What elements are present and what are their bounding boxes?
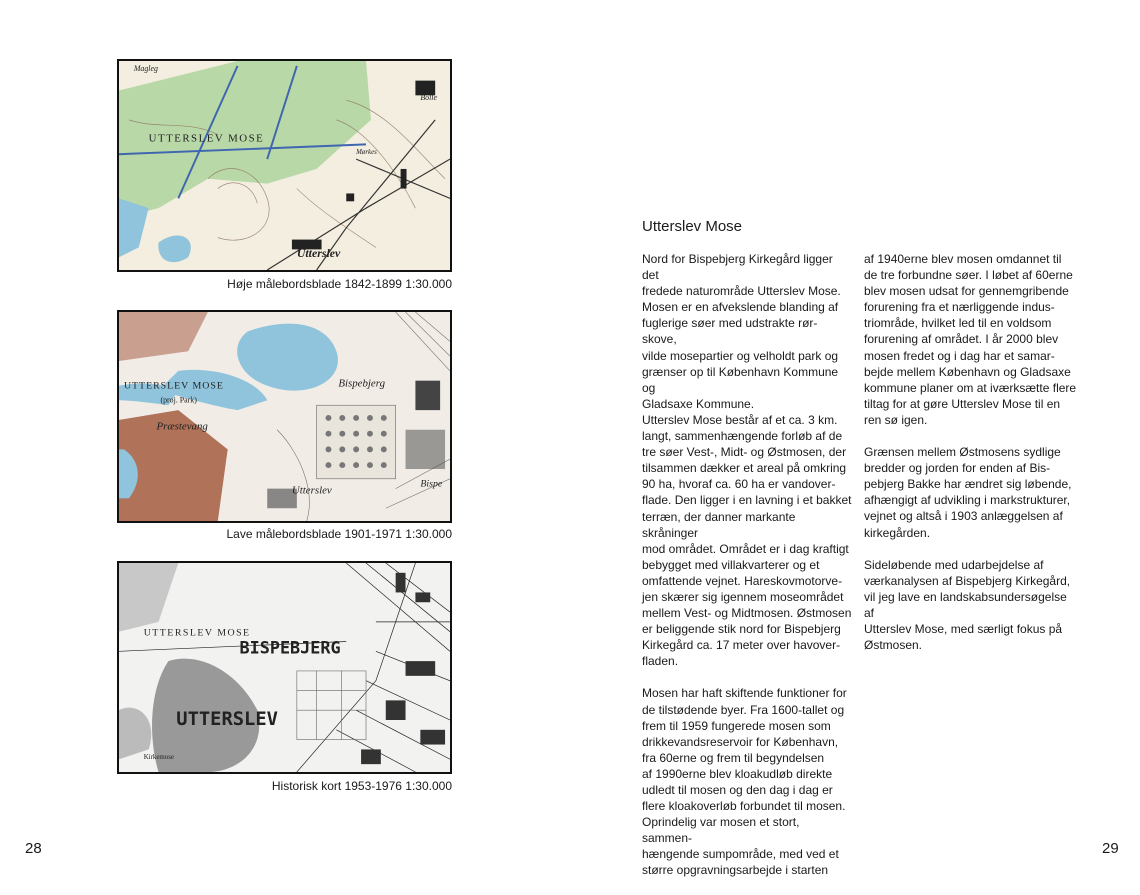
map-1-label-1: UTTERSLEV MOSE [148,132,265,145]
map-2-label-4: Utterslev [291,484,332,497]
map-1-label-0: Magleg [133,63,158,73]
map-3-label-0: UTTERSLEV MOSE [143,627,251,639]
section-heading: Utterslev Mose [642,218,743,235]
map-2-label-2: Præstevang [156,420,208,433]
page-number-right: 29 [1102,840,1119,857]
map-1-label-3: Bolle [420,93,438,103]
map-1-label-2: Utterslev [296,246,341,261]
map-2-label-0: UTTERSLEV MOSE [123,380,224,392]
map-3-caption: Historisk kort 1953-1976 1:30.000 [271,779,452,793]
map-2-caption: Lave målebordsblade 1901-1971 1:30.000 [226,527,452,541]
page-number-left: 28 [25,840,42,857]
map-lave-malebordsblade [117,310,452,523]
text-column-2 [864,251,1079,669]
map-3-label-3: Kirkemose [143,754,174,762]
map-1-label-4: Mørkes [356,149,377,157]
paragraph: Grænsen mellem Østmosens sydlige bredder og jorden for enden af Bis- pebjerg Bakke har ændret sig løbende, afhængigt af udvikling i markstrukturer, vejnet og altså i 1903 anlæggelsen af kirkegården. [864,445,1072,540]
map-2-label-3: Bispebjerg [338,377,386,390]
paragraph: Mosen har haft skiftende funktioner for de tilstødende byer. Fra 1600-tallet og frem til 1959 fungerede mosen som drikkevandsreservoir for København, fra 60erne og frem til begyndelsen af 1990erne blev kloakudløb direkte udledt til mosen og den dag i dag er flere kloakoverløb forbundet til mosen. Oprindelig var mosen et stort, sammen- hængende sumpområde, med ved et større opgravningsarbejde i starten [642,686,847,878]
paragraph: af 1940erne blev mosen omdannet til de tre forbundne søer. I løbet af 60erne blev mosen udsat for gennemgribende forurening fra et nærliggende indus- triområde, hvilket led til en voldsom forurening af området. I år 2000 blev mosen fredet og i dag har et samar- bejde mellem København og Gladsaxe kommune planer om at iværksætte flere tiltag for at gøre Utterslev Mose til en ren sø igen. [864,252,1077,427]
map-hoje-malebordsblade [117,59,452,272]
map-3-label-1: BISPEBJERG [239,637,341,658]
paragraph: Sideløbende med udarbejdelse af værkanalysen af Bispebjerg Kirkegård, vil jeg lave en landskabsundersøgelse af Utterslev Mose, med særligt fokus på Østmosen. [864,557,1071,653]
map-3-graphic [119,563,450,772]
map-2-label-5: Bispe [420,478,443,490]
map-1-graphic [119,61,450,270]
map-3-label-2: UTTERSLEV [176,708,278,730]
map-2-label-1: (proj. Park) [160,395,197,405]
text-column-1 [642,251,852,895]
map-1-caption: Høje målebordsblade 1842-1899 1:30.000 [227,277,452,291]
paragraph: Nord for Bispebjerg Kirkegård ligger det fredede naturområde Utterslev Mose. Mosen er en afvekslende blanding af fuglerige søer med udstrakte rør-skove, vilde mosepartier og velholdt park og grænser op til København Kommune og Gladsaxe Kommune. Utterslev Mose består af et ca. 3 km. langt, sammenhængende forløb af de tre søer Vest-, Midt- og Østmosen, der tilsammen dækker et areal på omkring 90 ha, hvoraf ca. 60 ha er vandover- flade. Den ligger i en lavning i et bakket terræn, der danner markante skråninger mod området. Området er i dag kraftigt bebygget med villakvarterer og et omfattende vejnet. Hareskovmotorve- jen skærer sig igennem moseområdet mellem Vest- og Midtmosen. Østmosen er beliggende stik nord for Bispebjerg Kirkegård ca. 17 meter over havover- fladen. [642,252,852,669]
map-2-graphic [119,312,450,521]
map-historisk-kort [117,561,452,774]
